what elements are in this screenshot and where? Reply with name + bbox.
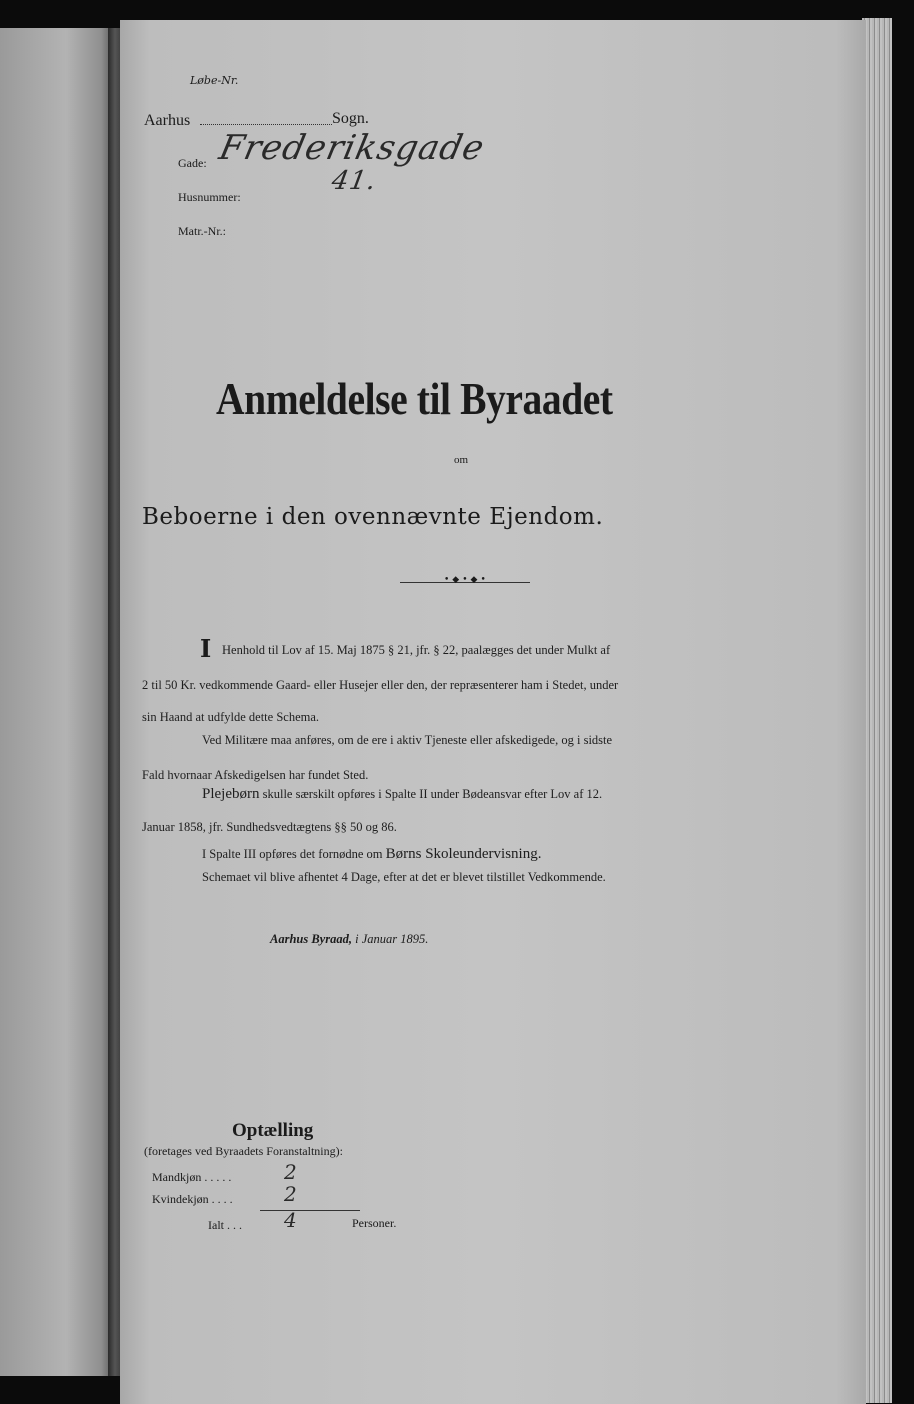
ornament-dots: •◆•◆•: [444, 575, 489, 585]
husnummer-label: Husnummer:: [178, 190, 241, 204]
document-page: [120, 20, 866, 1404]
signature-line: [270, 932, 428, 947]
sogn-dotted-line: [200, 124, 332, 125]
p2-line1: Ved Militære maa anføres, om de ere i aktiv Tjeneste eller afskedigede, og i sidste: [202, 733, 613, 747]
p3-line1-rest: skulle særskilt opføres i Spalte II under Bødeansvar efter Lov af 12.: [262, 787, 603, 801]
p1-line3: sin Haand at udfylde dette Schema.: [142, 710, 320, 724]
mandkjon-label: Mandkjøn . . . . .: [152, 1170, 232, 1184]
document-title: Anmeldelse til Byraadet: [216, 373, 613, 424]
document-subtitle: Beboerne i den ovennævnte Ejendom.: [142, 504, 604, 530]
kvindekjon-value: 2: [284, 1182, 298, 1206]
page-edges: [862, 18, 892, 1403]
city-label: Aarhus: [144, 112, 191, 129]
matr-nr-label: Matr.-Nr.:: [178, 224, 226, 238]
lobe-nr-label: Løbe-Nr.: [190, 74, 239, 87]
p1-line1: Henhold til Lov af 15. Maj 1875 § 21, jfr. § 22, paalægges det under Mulkt af: [222, 643, 611, 657]
p3-line2: Januar 1858, jfr. Sundhedsvedtægtens §§ 50 og 86.: [142, 820, 397, 834]
signature-place: Aarhus Byraad,: [270, 932, 352, 946]
plejeborn-emphasis: Plejebørn: [202, 786, 260, 802]
p1-line2: 2 til 50 Kr. vedkommende Gaard- eller Husejer eller den, der repræsenterer ham i Stedet, under: [142, 678, 619, 692]
facing-page: [0, 28, 110, 1376]
ialt-value: 4: [284, 1208, 298, 1232]
sogn-label: Sogn.: [332, 110, 369, 127]
p2-line2: Fald hvornaar Afskedigelsen har fundet Sted.: [142, 768, 369, 782]
gade-handwritten-value: Frederiksgade: [215, 128, 489, 168]
p4-line: [202, 846, 541, 863]
skoleundervisning-emphasis: Børns Skoleundervisning.: [385, 846, 542, 862]
p5-line: Schemaet vil blive afhentet 4 Dage, efter at det er blevet tilstillet Vedkommende.: [202, 870, 606, 884]
mandkjon-value: 2: [284, 1160, 298, 1184]
kvindekjon-label: Kvindekjøn . . . .: [152, 1192, 233, 1206]
personer-label: Personer.: [352, 1216, 397, 1230]
p4-start: I Spalte III opføres det fornødne om: [202, 847, 383, 861]
husnummer-handwritten-value: 41.: [329, 166, 380, 196]
signature-date: i Januar 1895.: [355, 932, 429, 946]
ialt-label: Ialt . . .: [208, 1218, 242, 1232]
sum-rule: [260, 1210, 360, 1211]
title-om: om: [454, 454, 469, 466]
drop-cap: I: [200, 634, 212, 663]
gade-label: Gade:: [178, 156, 207, 170]
p3-line1: [202, 786, 602, 803]
optaelling-heading: Optælling: [232, 1120, 314, 1141]
optaelling-note: (foretages ved Byraadets Foranstaltning):: [144, 1144, 343, 1158]
